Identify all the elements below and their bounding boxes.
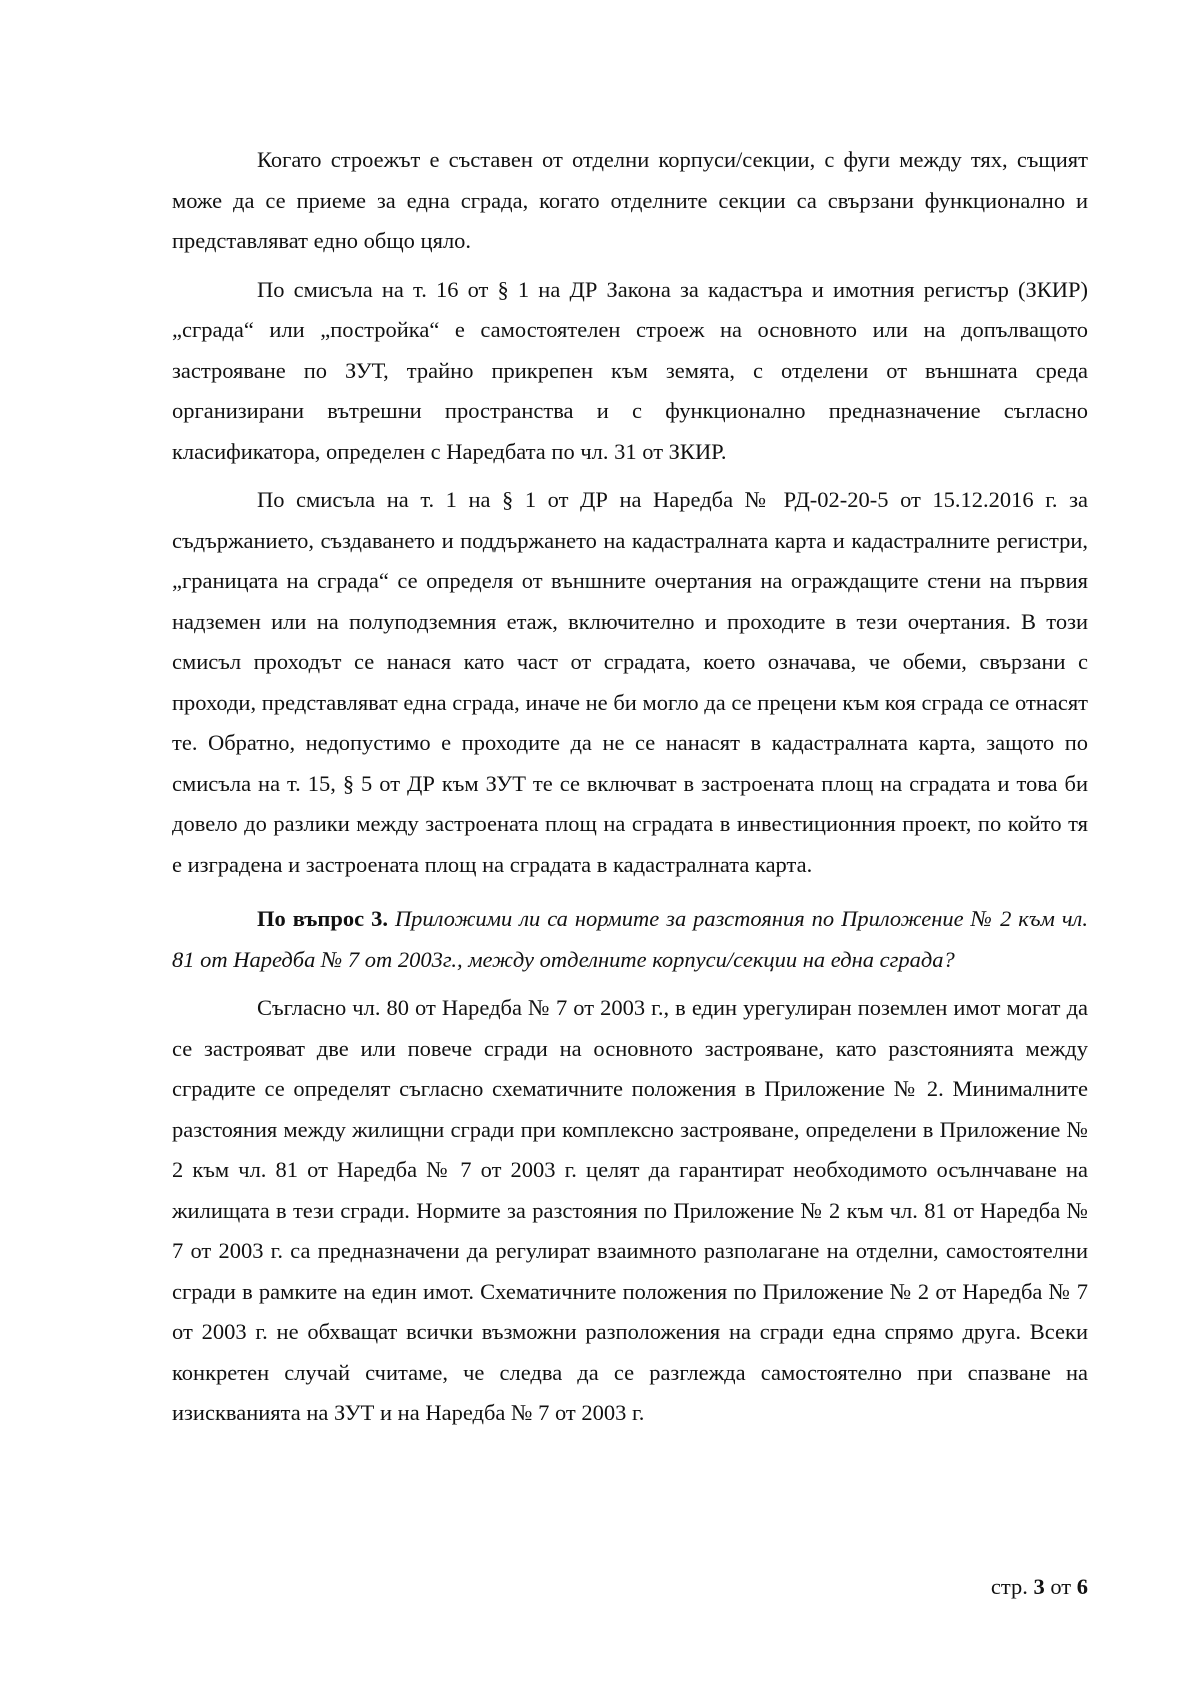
paragraph-zkir-definition: По смисъла на т. 16 от § 1 на ДР Закона за кадастъра и имотния регистър (ЗКИР) „сграда“ или „постройка“ е самостоятелен строеж на основното или на допълващото застрояване по ЗУТ, трайно прикрепен към земята, с отделени от външната среда организирани вътрешни пространства и с функционално предназначение съгласно класификатора, определен с Наредбата по чл. 31 от ЗКИР. <box>172 276 1088 464</box>
page-body <box>172 140 1088 1434</box>
footer-total-pages: 6 <box>1076 1574 1088 1599</box>
paragraph-building-boundary: По смисъла на т. 1 на § 1 от ДР на Наредба № РД-02-20-5 от 15.12.2016 г. за съдържанието, създаването и поддържането на кадастралната карта и кадастралните регистри, „границата на сграда“ се определя от външните очертания на ограждащите стени на първия надземен или на полуподземния етаж, включително и проходите в тези очертания. В този смисъл проходът се нанася като част от сградата, което означава, че обеми, свързани с проходи, представляват една сграда, иначе не би могло да се прецени към коя сграда се отнасят те. Обратно, недопустимо е проходите да не се нанасят в кадастралната карта, защото по смисъла на т. 15, § 5 от ДР към ЗУТ те се включват в застроената площ на сградата и това би довело до разлики между застроената площ на сградата в инвестиционния проект, по който тя е изградена и застроената площ на сградата в кадастралната карта. <box>172 487 1088 877</box>
paragraph-sections: Когато строежът е съставен от отделни корпуси/секции, с фуги между тях, същият може да се приеме за една сграда, когато отделните секции са свързани функционално и представляват едно общо цяло. <box>172 147 1088 253</box>
footer-page-number: 3 <box>1033 1574 1045 1599</box>
page-footer <box>991 1572 1088 1602</box>
answer-paragraph: Съгласно чл. 80 от Наредба № 7 от 2003 г., в един урегулиран поземлен имот могат да се застрояват две или повече сгради на основното застрояване, като разстоянията между сградите се определят съгласно схематичните положения в Приложение № 2. Минималните разстояния между жилищни сгради при комплексно застрояване, определени в Приложение № 2 към чл. 81 от Наредба № 7 от 2003 г. целят да гарантират необходимото осълнчаване на жилищата в тези сгради. Нормите за разстояния по Приложение № 2 към чл. 81 от Наредба № 7 от 2003 г. са предназначени да регулират взаимното разполагане на отделни, самостоятелни сгради в рамките на един имот. Схематичните положения по Приложение № 2 от Наредба № 7 от 2003 г. не обхващат всички възможни разположения на сгради една спрямо друга. Всеки конкретен случай считаме, че следва да се разглежда самостоятелно при спазване на изискванията на ЗУТ и на Наредба № 7 от 2003 г. <box>172 995 1088 1425</box>
footer-separator: от <box>1050 1574 1072 1599</box>
question-text: Приложими ли са нормите за разстояния по Приложение № 2 към чл. 81 от Наредба № 7 от 2003г., между отделните корпуси/секции на една сграда? <box>172 906 1088 972</box>
question-heading: По въпрос 3. <box>257 906 388 931</box>
question-3 <box>172 899 1088 980</box>
footer-prefix: стр. <box>990 1574 1028 1599</box>
